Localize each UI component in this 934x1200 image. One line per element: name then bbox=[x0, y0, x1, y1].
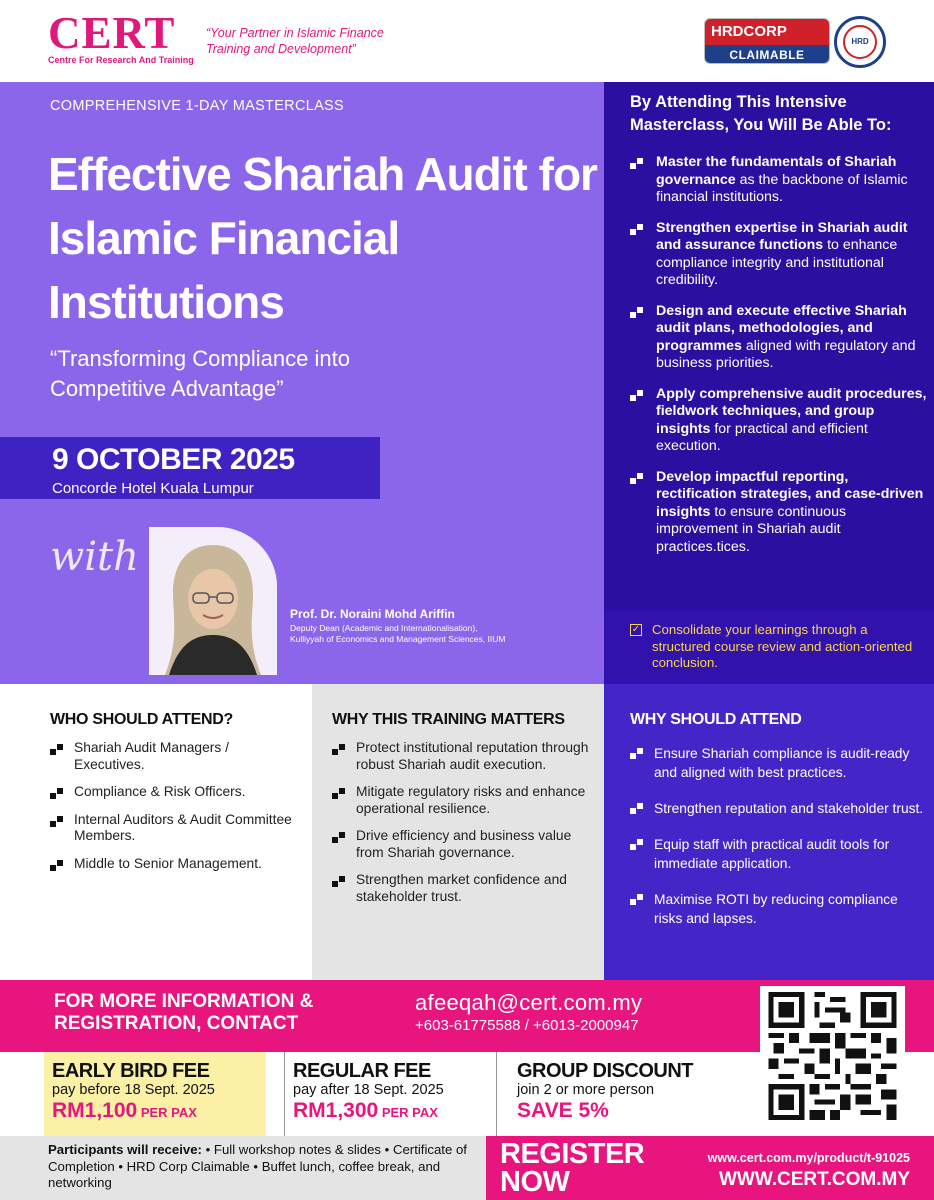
outcome-text: to enhance compliance integrity and institutional credibility. bbox=[656, 237, 898, 288]
date-venue-band bbox=[0, 437, 380, 499]
hero-section bbox=[0, 82, 604, 684]
list-item bbox=[50, 784, 300, 801]
speaker-role: Deputy Dean (Academic and Internationalisation), Kulliyyah of Economics and Management Sciences, IIUM bbox=[290, 623, 506, 644]
list-item-text: Mitigate regulatory risks and enhance operational resilience. bbox=[356, 784, 586, 816]
list-item-text: Strengthen reputation and stakeholder trust. bbox=[654, 801, 924, 816]
square-bullet-icon bbox=[630, 803, 644, 815]
outcome-item bbox=[630, 220, 930, 290]
square-bullet-icon bbox=[50, 816, 64, 828]
outcomes-box bbox=[604, 82, 934, 610]
square-bullet-icon bbox=[630, 158, 644, 170]
list-item-text: Internal Auditors & Audit Committee Members. bbox=[74, 811, 292, 843]
event-venue: Concorde Hotel Kuala Lumpur bbox=[52, 480, 254, 497]
why-should-attend-section bbox=[604, 684, 934, 980]
list-item-text: Compliance & Risk Officers. bbox=[74, 784, 246, 799]
tagline: “Your Partner in Islamic Finance Training and Development” bbox=[206, 26, 384, 56]
square-bullet-icon bbox=[630, 839, 644, 851]
group-discount bbox=[496, 1052, 746, 1136]
hrd-claimable-logo bbox=[704, 18, 830, 64]
fee-price bbox=[293, 1099, 438, 1123]
early-bird-fee bbox=[44, 1052, 266, 1136]
discount-value: SAVE 5% bbox=[517, 1099, 609, 1122]
participants-receive bbox=[48, 1142, 478, 1192]
square-bullet-icon bbox=[332, 744, 346, 756]
list-item-text: Maximise ROTI by reducing compliance risks and lapses. bbox=[654, 892, 898, 926]
qr-code-icon bbox=[766, 992, 899, 1120]
list-item-text: Ensure Shariah compliance is audit-ready and aligned with best practices. bbox=[654, 746, 910, 780]
hrd-seal-icon bbox=[834, 16, 886, 68]
list-item bbox=[332, 828, 602, 861]
square-bullet-icon bbox=[630, 473, 644, 485]
why-title: WHY THIS TRAINING MATTERS bbox=[332, 711, 565, 728]
square-bullet-icon bbox=[630, 894, 644, 906]
receive-text: • Full workshop notes & slides • Certificate of Completion • HRD Corp Claimable • Buffet lunch, coffee break, and networking bbox=[48, 1142, 467, 1190]
hrd-seal-text: HRD bbox=[843, 25, 877, 59]
hrd-corp-claimable-badge bbox=[704, 18, 888, 64]
website-link[interactable]: WWW.CERT.COM.MY bbox=[718, 1169, 910, 1190]
list-item-text: Drive efficiency and business value from Shariah governance. bbox=[356, 828, 572, 860]
contact-title: FOR MORE INFORMATION & REGISTRATION, CONTACT bbox=[54, 991, 314, 1034]
outcome-text: as the backbone of Islamic financial institutions. bbox=[656, 171, 908, 205]
speaker-name: Prof. Dr. Noraini Mohd Ariffin bbox=[290, 607, 455, 621]
list-item bbox=[332, 872, 602, 905]
who-title: WHO SHOULD ATTEND? bbox=[50, 711, 234, 728]
fee-condition: join 2 or more person bbox=[517, 1082, 655, 1098]
outcomes-list bbox=[630, 154, 930, 569]
fee-amount: RM1,100 bbox=[52, 1099, 138, 1122]
list-item bbox=[630, 799, 930, 818]
logo-wordmark: CERT bbox=[48, 8, 176, 58]
square-bullet-icon bbox=[332, 832, 346, 844]
registration-qr-code[interactable] bbox=[760, 986, 905, 1126]
outcome-item bbox=[630, 386, 930, 456]
outcome-text: aligned with regulatory and business priorities. bbox=[656, 337, 916, 371]
square-bullet-icon bbox=[332, 788, 346, 800]
hrd-claimable-text: CLAIMABLE bbox=[705, 45, 829, 64]
square-bullet-icon bbox=[50, 860, 64, 872]
outcome-item bbox=[630, 154, 930, 207]
outcome-bold: Develop impactful reporting, rectification strategies, and case-driven insights bbox=[656, 468, 924, 520]
outcome-text: to ensure continuous improvement in Shariah audit practices.tices. bbox=[656, 503, 847, 555]
list-item bbox=[630, 744, 930, 782]
list-item bbox=[630, 835, 930, 873]
fee-condition: pay before 18 Sept. 2025 bbox=[52, 1082, 215, 1098]
cert-logo[interactable] bbox=[48, 8, 194, 65]
outcome-text: for practical and efficient execution. bbox=[656, 420, 868, 454]
square-bullet-icon bbox=[630, 307, 644, 319]
should-list bbox=[630, 744, 930, 945]
square-bullet-icon bbox=[50, 744, 64, 756]
who-should-attend-section bbox=[0, 684, 312, 980]
square-bullet-icon bbox=[50, 788, 64, 800]
list-item bbox=[50, 740, 300, 773]
outcome-bold: Master the fundamentals of Shariah governance bbox=[656, 154, 897, 188]
course-tagline: “Transforming Compliance into Competitive Advantage” bbox=[50, 346, 350, 401]
register-now-button[interactable]: REGISTER NOW bbox=[500, 1138, 645, 1198]
header bbox=[0, 0, 934, 82]
regular-fee bbox=[284, 1052, 484, 1136]
why-training-matters-section bbox=[312, 684, 604, 980]
product-url-link[interactable]: www.cert.com.my/product/t-91025 bbox=[707, 1151, 910, 1165]
event-date: 9 OCTOBER 2025 bbox=[52, 443, 295, 476]
contact-phone[interactable]: +603-61775588 / +6013-2000947 bbox=[415, 1017, 639, 1034]
list-item-text: Protect institutional reputation through robust Shariah audit execution. bbox=[356, 740, 589, 772]
list-item-text: Middle to Senior Management. bbox=[74, 855, 262, 871]
square-bullet-icon bbox=[630, 748, 644, 760]
hrd-brand-text: HRDCORP bbox=[705, 19, 829, 45]
list-item-text: Shariah Audit Managers / Executives. bbox=[74, 740, 229, 772]
logo-subtitle: Centre For Research And Training bbox=[48, 55, 194, 65]
square-bullet-icon bbox=[630, 390, 644, 402]
outcome-bold: Design and execute effective Shariah audit plans, methodologies, and programmes bbox=[656, 302, 907, 354]
fee-price bbox=[52, 1099, 197, 1123]
fee-unit: PER PAX bbox=[137, 1105, 197, 1120]
learning-outcomes-panel bbox=[604, 82, 934, 684]
square-bullet-icon bbox=[332, 876, 346, 888]
participants-receive-section bbox=[0, 1136, 486, 1200]
list-item bbox=[332, 740, 602, 773]
fee-amount: RM1,300 bbox=[293, 1099, 379, 1122]
why-list bbox=[332, 740, 602, 916]
register-section bbox=[486, 1136, 934, 1200]
speaker-photo bbox=[149, 527, 277, 675]
fee-title: GROUP DISCOUNT bbox=[517, 1060, 693, 1082]
outcome-item bbox=[630, 303, 930, 373]
consolidate-text: Consolidate your learnings through a structured course review and action-oriented conclusion. bbox=[652, 622, 913, 670]
outcome-bold: Apply comprehensive audit procedures, fieldwork techniques, and group insights bbox=[656, 385, 927, 437]
list-item bbox=[332, 784, 602, 817]
speaker-portrait-icon bbox=[149, 527, 277, 675]
list-item-text: Strengthen market confidence and stakeholder trust. bbox=[356, 872, 567, 904]
receive-label: Participants will receive: bbox=[48, 1142, 202, 1157]
square-bullet-icon bbox=[630, 224, 644, 236]
list-item bbox=[50, 856, 300, 873]
checkbox-icon: ✓ bbox=[631, 624, 641, 635]
contact-email-link[interactable]: afeeqah@cert.com.my bbox=[415, 990, 643, 1015]
outcome-item bbox=[630, 469, 930, 557]
masterclass-eyebrow: COMPREHENSIVE 1-DAY MASTERCLASS bbox=[50, 98, 344, 114]
fee-title: EARLY BIRD FEE bbox=[52, 1060, 210, 1082]
list-item-text: Equip staff with practical audit tools for immediate application. bbox=[654, 837, 890, 871]
fee-condition: pay after 18 Sept. 2025 bbox=[293, 1082, 444, 1098]
list-item bbox=[630, 890, 930, 928]
outcomes-heading: By Attending This Intensive Masterclass, You Will Be Able To: bbox=[630, 93, 892, 134]
with-script: with bbox=[50, 534, 139, 580]
consolidate-note bbox=[630, 622, 920, 672]
should-title: WHY SHOULD ATTEND bbox=[630, 711, 802, 728]
fee-title: REGULAR FEE bbox=[293, 1060, 431, 1082]
course-title: Effective Shariah Audit for Islamic Financial Institutions bbox=[48, 148, 597, 328]
outcome-bold: Strengthen expertise in Shariah audit and assurance functions bbox=[656, 219, 908, 253]
list-item bbox=[50, 812, 300, 845]
fee-unit: PER PAX bbox=[378, 1105, 438, 1120]
who-list bbox=[50, 740, 300, 883]
